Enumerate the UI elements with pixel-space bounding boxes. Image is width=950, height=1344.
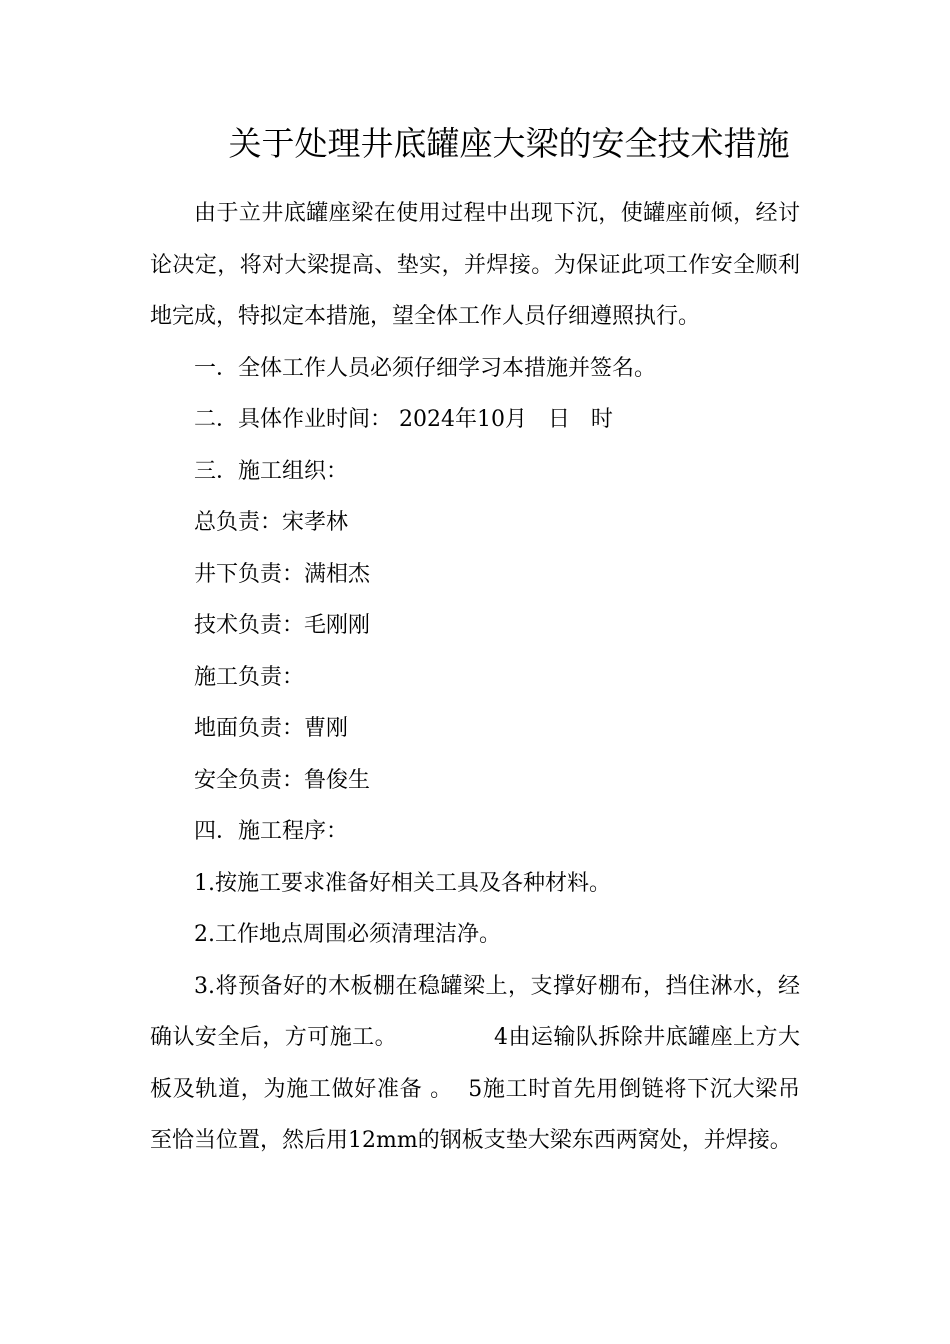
step-4: 4由运输队拆除井底罐座上方大板及轨道，为施工做好准备 。 bbox=[150, 1025, 800, 1102]
item-4-procedure: 四．施工程序： bbox=[194, 819, 349, 844]
step-2: 2.工作地点周围必须清理洁净。 bbox=[194, 922, 501, 947]
document-title: 关于处理井底罐座大梁的安全技术措施 bbox=[228, 124, 790, 163]
org-chief: 总负责：宋孝林 bbox=[194, 510, 349, 535]
item-3-organization: 三．施工组织： bbox=[194, 458, 349, 484]
item-1: 一．全体工作人员必须仔细学习本措施并签名。 bbox=[194, 355, 657, 381]
step-1: 1.按施工要求准备好相关工具及各种材料。 bbox=[194, 870, 611, 896]
item-2-schedule: 二．具体作业时间： 2024年10月 日 时 bbox=[194, 407, 613, 432]
org-surface: 地面负责：曹刚 bbox=[194, 716, 349, 741]
step-5: 5施工时首先用倒链将下沉大梁吊至恰当位置，然后用12mm的钢板支垫大梁东西两窝处，并焊接。 bbox=[150, 1076, 800, 1153]
document-body bbox=[150, 188, 800, 1167]
org-construction: 施工负责： bbox=[194, 664, 305, 690]
org-technical: 技术负责：毛刚刚 bbox=[194, 613, 371, 638]
intro-paragraph: 由于立井底罐座梁在使用过程中出现下沉，使罐座前倾，经讨论决定，将对大梁提高、垫实，并焊接。为保证此项工作安全顺利地完成，特拟定本措施，望全体工作人员仔细遵照执行。 bbox=[150, 201, 800, 329]
step-3: 3.将预备好的木板棚在稳罐梁上，支撑好棚布，挡住淋水，经确认安全后，方可施工。 bbox=[150, 973, 800, 1050]
steps-3-5-paragraph bbox=[150, 961, 800, 1167]
org-underground: 井下负责：满相杰 bbox=[194, 561, 371, 587]
org-safety: 安全负责：鲁俊生 bbox=[194, 767, 371, 793]
